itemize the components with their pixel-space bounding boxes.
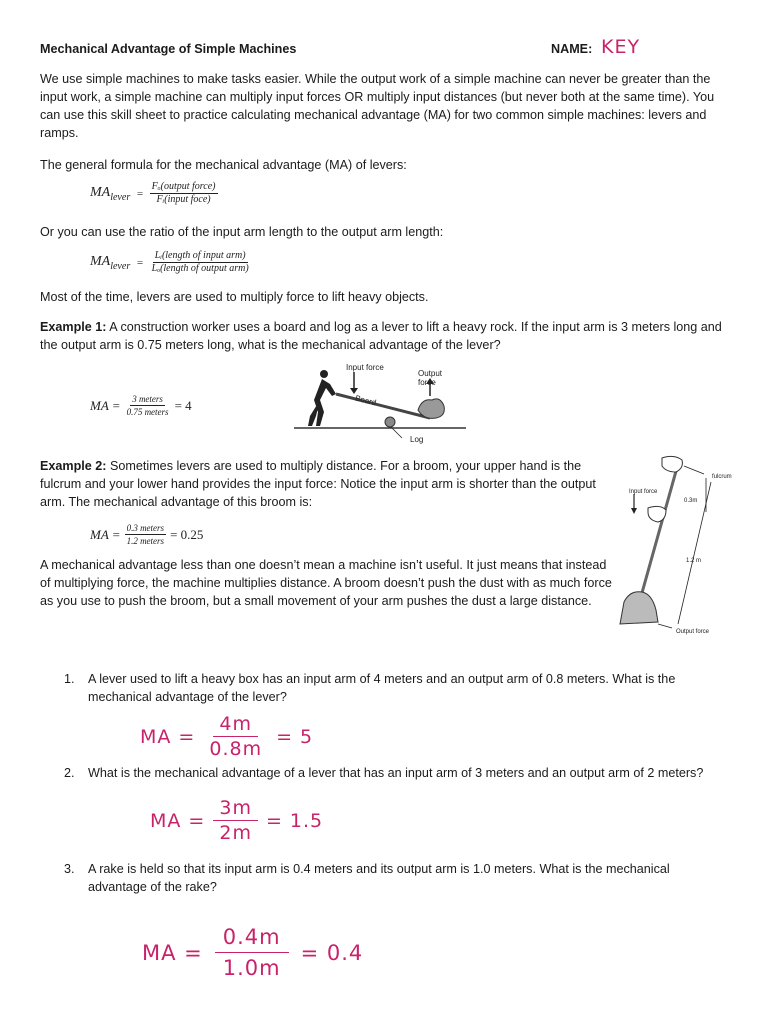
formula-sub: lever — [110, 191, 131, 203]
output-force-label: Output force — [418, 369, 443, 387]
question-text: A rake is held so that its input arm is 0.4 meters and its output arm is 1.0 meters. What is the mechanical advantage of the rake? — [88, 862, 670, 894]
output-pointer — [658, 624, 672, 628]
worksheet-title: Mechanical Advantage of Simple Machines — [40, 42, 297, 56]
formula-denominator: Lₒ(length of output arm) — [151, 263, 249, 274]
answer-ma: MA = — [150, 809, 206, 832]
answer-fraction — [203, 712, 268, 761]
name-handwritten: KEY — [601, 36, 641, 58]
broom-handle — [640, 464, 678, 600]
example2-text: Sometimes levers are used to multiply distance. For a broom, your upper hand is the fulcrum and your lower hand provides the input force: Notice the input arm is shorter than the output arm. The mechanical advantage of this broom is: — [40, 459, 596, 509]
fulcrum-pointer — [684, 466, 704, 474]
question-text: A lever used to lift a heavy box has an input arm of 4 meters and an output arm of 0.8 meters. What is the mechanical advantage of the lever? — [88, 672, 676, 704]
formula-intro: The general formula for the mechanical advantage (MA) of levers: — [40, 158, 407, 172]
long-arm-label: 1.2 m — [686, 558, 702, 564]
answer-fraction — [213, 796, 258, 845]
example2-result: = 0.25 — [170, 526, 204, 542]
example1-fraction — [125, 393, 171, 418]
answer-ma: MA = — [142, 940, 203, 965]
most-text: Most of the time, levers are used to multiply force to lift heavy objects. — [40, 290, 429, 304]
intro-paragraph: We use simple machines to make tasks easier. While the output work of a simple machine can never be greater than the input work, a simple machine can multiply input forces OR multiply input distances (but never both at the same time). You can use this skill sheet to practice calculating mechanical advantage (MA) for two common simple machines: levers and ramps. — [40, 72, 715, 140]
example1-paragraph — [40, 318, 730, 354]
answer-denominator: 0.8m — [209, 738, 263, 760]
answer-ma: MA = — [140, 725, 196, 748]
formula-fraction — [150, 181, 218, 206]
example1-text: A construction worker uses a board and log as a lever to lift a heavy rock. If the input arm is 3 meters long and the output arm is 0.75 meters long, what is the mechanical advantage of the lever? — [40, 320, 722, 352]
answer-result: = 1.5 — [265, 809, 324, 832]
example1-numerator: 3 meters — [132, 394, 163, 404]
example2-paragraph — [40, 457, 600, 511]
ratio-intro: Or you can use the ratio of the input arm length to the output arm length: — [40, 225, 444, 239]
lower-hand — [648, 506, 666, 522]
formula-length — [90, 250, 251, 275]
formula-sub: lever — [110, 260, 131, 272]
broom-diagram — [618, 452, 748, 642]
upper-hand — [662, 456, 682, 472]
broom-output-label: Output force — [676, 629, 710, 635]
example2-ma: MA = — [90, 526, 121, 542]
example2-fraction — [125, 522, 167, 547]
formula-lhs: MA — [90, 253, 111, 269]
formula-fraction — [150, 250, 251, 275]
answer-result: = 5 — [276, 725, 314, 748]
example1-denominator: 0.75 meters — [126, 407, 169, 417]
fulcrum-label: fulcrum — [712, 474, 732, 480]
rock-shape — [418, 399, 444, 418]
formula-eq: = — [136, 256, 144, 269]
note-paragraph: A mechanical advantage less than one doesn’t mean a machine isn’t useful. It just means that instead of multiplying force, the machine multiplies distance. A broom doesn’t push the dust with as much force as you use to push the broom, but a small movement of your arm pushes the dust a large distance. — [40, 558, 612, 608]
answer-fraction — [215, 922, 289, 983]
question-number: 3. — [64, 862, 75, 876]
board-label: Board — [354, 393, 378, 408]
example1-result: = 4 — [174, 397, 192, 413]
example2-label: Example 2: — [40, 459, 107, 473]
answer-numerator: 0.4m — [215, 922, 289, 953]
example2-denominator: 1.2 meters — [126, 536, 165, 546]
answer-3 — [142, 922, 363, 983]
answer-numerator: 3m — [213, 796, 258, 821]
example1-ma: MA = — [90, 397, 121, 413]
answer-result: = 0.4 — [300, 940, 364, 965]
formula-denominator: Fᵢ(input foce) — [156, 194, 211, 205]
formula-eq: = — [136, 187, 144, 200]
formula-numerator: Lᵢ(length of input arm) — [154, 250, 246, 261]
question-text: What is the mechanical advantage of a lever that has an input arm of 3 meters and an output arm of 2 meters? — [88, 766, 704, 780]
short-arm-label: 0.3m — [684, 498, 698, 504]
name-label: NAME: — [551, 42, 593, 56]
answer-denominator: 1.0m — [222, 956, 281, 980]
example2-equation — [90, 522, 203, 547]
answer-denominator: 2m — [219, 822, 252, 844]
worker-figure — [308, 370, 336, 426]
log-circle — [385, 417, 395, 427]
answer-numerator: 4m — [213, 712, 258, 737]
log-label: Log — [410, 435, 424, 444]
answer-2 — [150, 796, 323, 845]
board-line — [336, 394, 430, 418]
formula-force — [90, 181, 218, 206]
example1-equation — [90, 393, 192, 418]
question-number: 2. — [64, 766, 75, 780]
question-number: 1. — [64, 672, 75, 686]
answer-1 — [140, 712, 313, 761]
broom-input-label: Input force — [629, 489, 658, 495]
example1-label: Example 1: — [40, 320, 107, 334]
input-force-label: Input force — [346, 363, 384, 372]
formula-lhs: MA — [90, 184, 111, 200]
formula-numerator: Fₒ(output force) — [151, 181, 216, 192]
example2-numerator: 0.3 meters — [126, 523, 165, 533]
broom-head — [620, 592, 658, 624]
